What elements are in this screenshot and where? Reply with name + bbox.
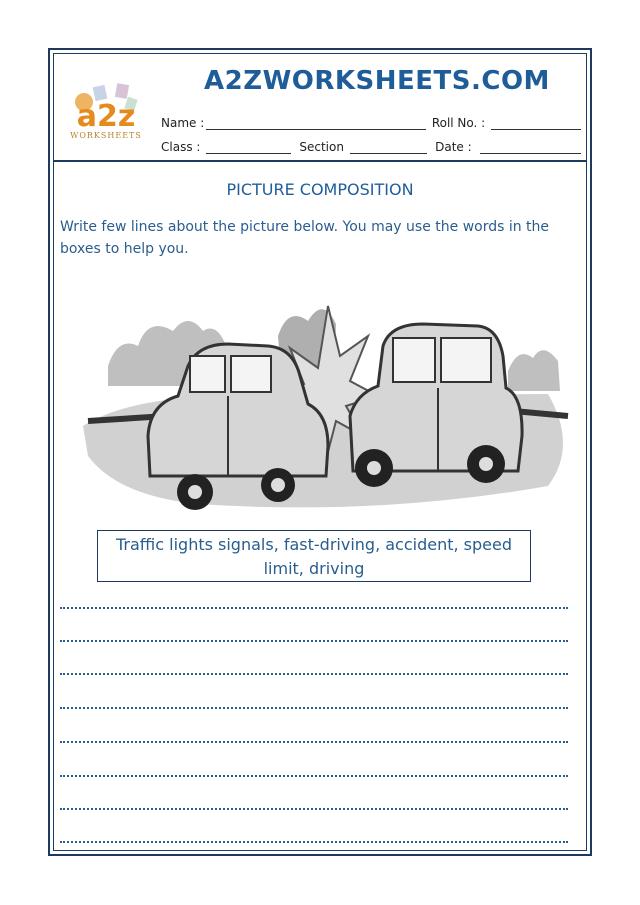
date-label: Date : bbox=[435, 140, 472, 154]
writing-line[interactable] bbox=[60, 741, 568, 743]
class-label: Class : bbox=[161, 140, 201, 154]
roll-label: Roll No. : bbox=[431, 116, 486, 130]
writing-line[interactable] bbox=[60, 607, 568, 609]
a2z-logo bbox=[64, 80, 148, 142]
section-blank[interactable] bbox=[350, 142, 427, 154]
name-blank[interactable] bbox=[206, 118, 426, 130]
writing-line[interactable] bbox=[60, 808, 568, 810]
worksheet-header bbox=[54, 54, 586, 162]
writing-line[interactable] bbox=[60, 673, 568, 675]
instruction-text: Write few lines about the picture below. You may use the words in the boxes to help you. bbox=[60, 219, 550, 257]
brand-title: A2ZWORKSHEETS.COM bbox=[204, 66, 550, 96]
date-blank[interactable] bbox=[480, 142, 581, 154]
writing-line[interactable] bbox=[60, 640, 568, 642]
class-blank[interactable] bbox=[206, 142, 291, 154]
writing-line[interactable] bbox=[60, 707, 568, 709]
name-label: Name : bbox=[161, 116, 205, 130]
writing-line[interactable] bbox=[60, 841, 568, 843]
name-roll-row bbox=[161, 116, 581, 130]
car-accident-illustration bbox=[78, 276, 574, 512]
section-label: Section bbox=[299, 140, 344, 154]
svg-text:WORKSHEETS: WORKSHEETS bbox=[70, 131, 142, 140]
roll-blank[interactable] bbox=[491, 118, 581, 130]
writing-line[interactable] bbox=[60, 775, 568, 777]
worksheet-frame bbox=[48, 48, 592, 856]
worksheet-inner-frame bbox=[53, 53, 587, 851]
word-hint-box: Traffic lights signals, fast-driving, accident, speed limit, driving bbox=[97, 530, 531, 582]
svg-text:a2z: a2z bbox=[76, 99, 136, 134]
class-section-date-row bbox=[161, 140, 581, 154]
worksheet-title: PICTURE COMPOSITION bbox=[226, 180, 414, 199]
